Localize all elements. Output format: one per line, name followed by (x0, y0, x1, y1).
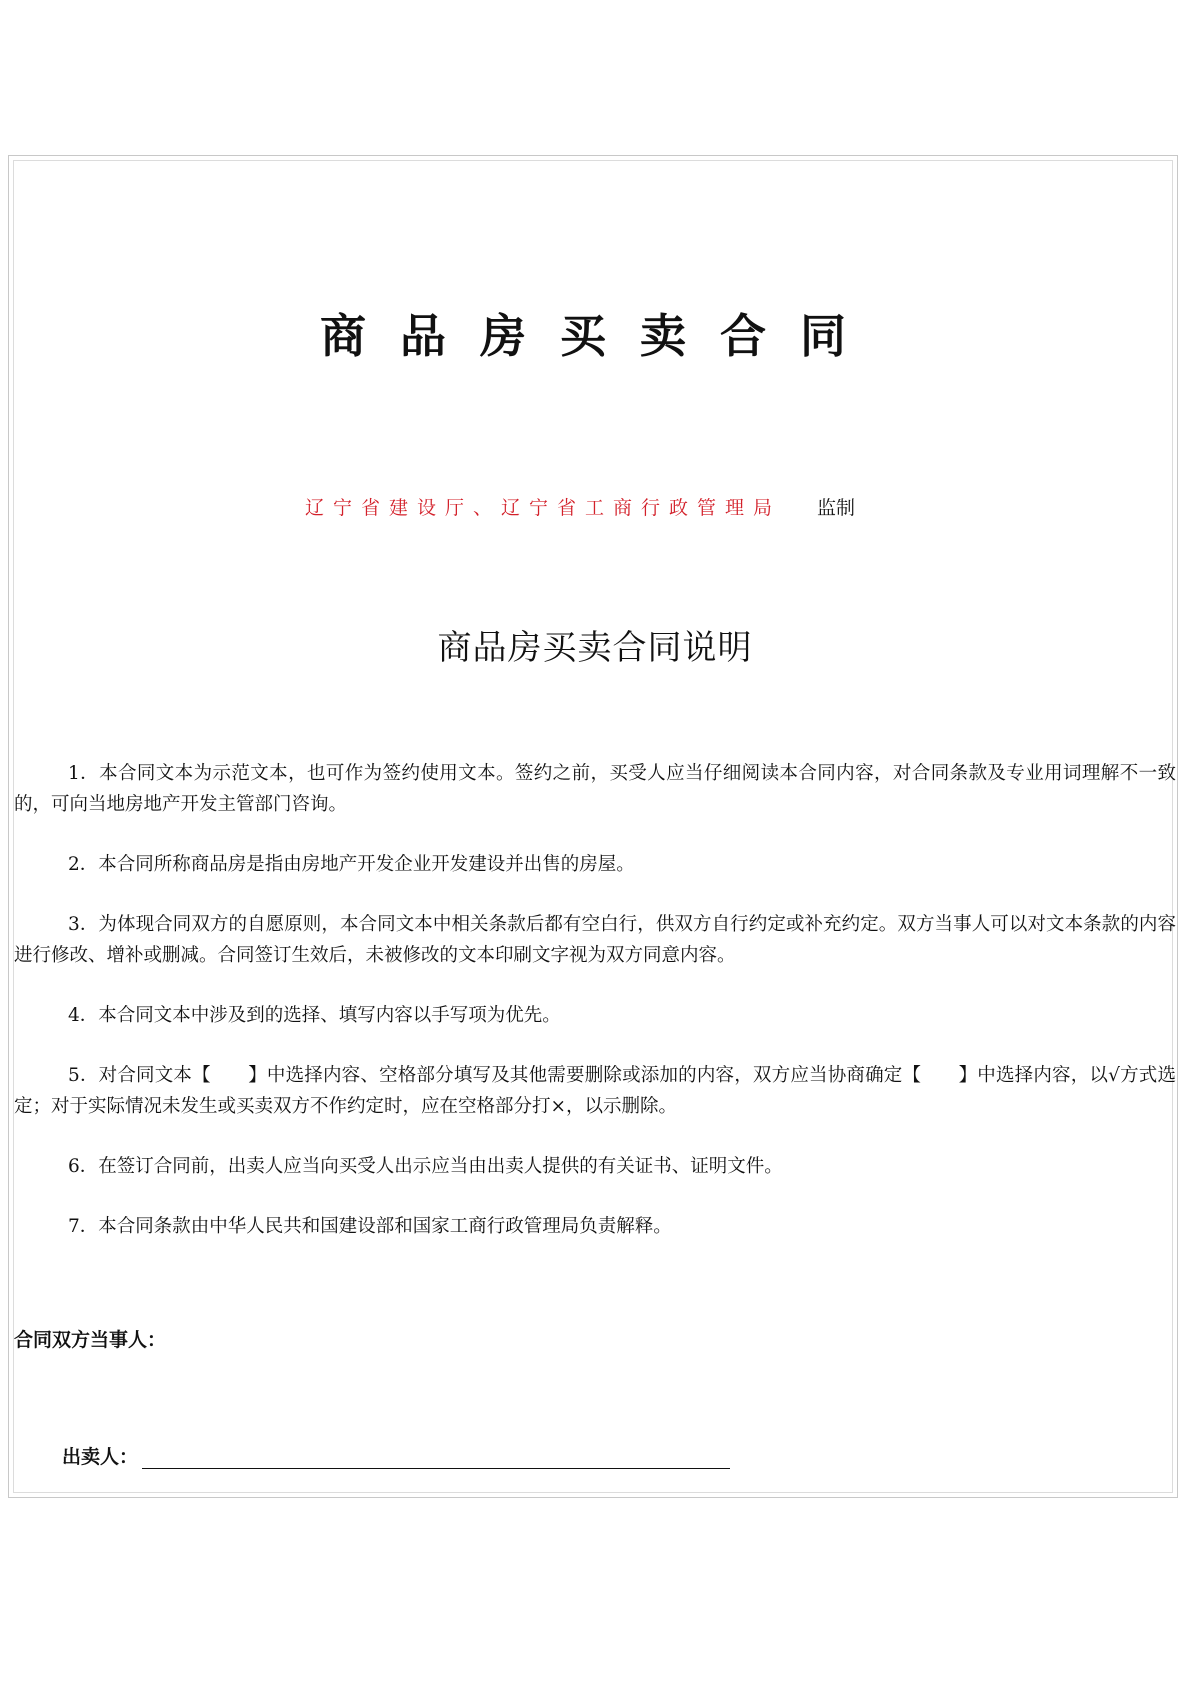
contract-title: 商品房买卖合同 (320, 309, 880, 363)
instruction-item: 2．本合同所称商品房是指由房地产开发企业开发建设并出售的房屋。 (68, 854, 635, 875)
instruction-item: 5．对合同文本【 】中选择内容、空格部分填写及其他需要删除或添加的内容，双方应当协商确定【 】中选择内容，以√方式选定；对于实际情况未发生或买卖双方不作约定时，应在空格部分打×，以示删除。 (14, 1065, 1176, 1117)
instruction-item: 6．在签订合同前，出卖人应当向买受人出示应当由出卖人提供的有关证书、证明文件。 (68, 1156, 783, 1177)
instruction-item: 7．本合同条款由中华人民共和国建设部和国家工商行政管理局负责解释。 (68, 1216, 672, 1237)
instructions-title: 商品房买卖合同说明 (437, 628, 753, 668)
instruction-item: 3．为体现合同双方的自愿原则，本合同文本中相关条款后都有空白行，供双方自行约定或补充约定。双方当事人可以对文本条款的内容进行修改、增补或删减。合同签订生效后，未被修改的文本印刷文字视为双方同意内容。 (14, 914, 1176, 966)
supervisor-org: 辽宁省建设厅、辽宁省工商行政管理局 (305, 497, 782, 519)
supervisor-line (305, 493, 945, 520)
parties-heading: 合同双方当事人： (14, 1329, 167, 1351)
instruction-item: 1．本合同文本为示范文本，也可作为签约使用文本。签约之前，买受人应当仔细阅读本合同内容，对合同条款及专业用词理解不一致的，可向当地房地产开发主管部门咨询。 (14, 763, 1176, 815)
instruction-item: 4．本合同文本中涉及到的选择、填写内容以手写项为优先。 (68, 1005, 561, 1026)
seller-blank-line[interactable] (142, 1448, 730, 1469)
instructions-list (14, 758, 1176, 1271)
supervisor-label: 监制 (817, 497, 856, 519)
seller-row (62, 1442, 730, 1469)
seller-label: 出卖人： (62, 1446, 139, 1468)
